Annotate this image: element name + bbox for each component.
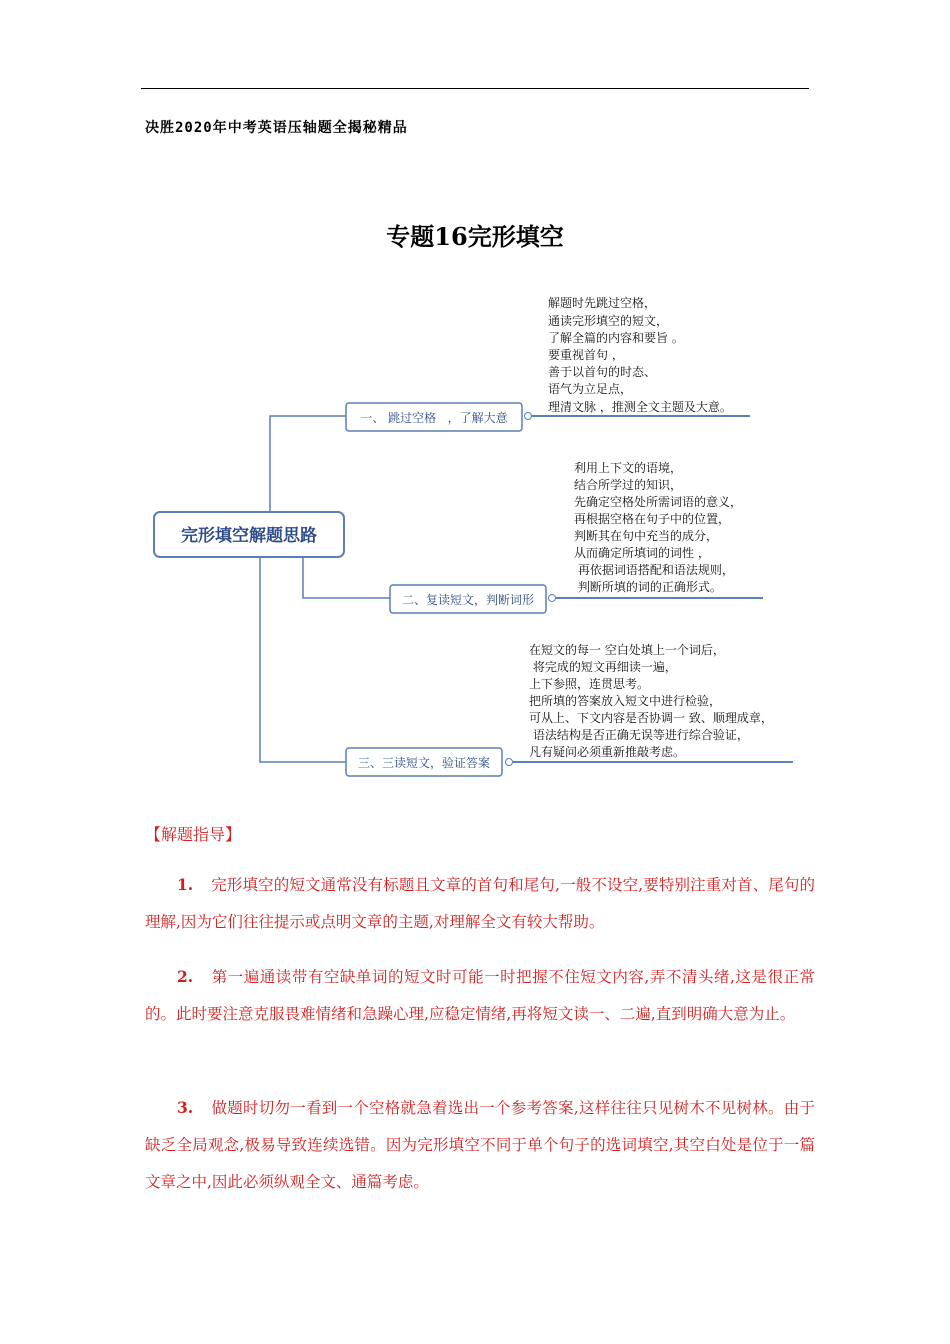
note-line: 判断所填的词的正确形式。: [574, 580, 722, 594]
note-line: 再依据词语搭配和语法规则，: [574, 563, 734, 577]
note-line: 通读完形填空的短文，: [548, 314, 669, 328]
branch-1-connector: [525, 413, 532, 420]
note-line: 判断其在句中充当的成分，: [574, 529, 719, 543]
note-line: 将完成的短文再细读一遍，: [529, 660, 677, 674]
note-line: 先确定空格处所需词语的意义，: [574, 495, 743, 509]
document-title: 专题16完形填空: [386, 222, 564, 251]
branch-1-label: 一、 跳过空格 ，了解大意: [360, 411, 508, 425]
guide-item-2: [145, 958, 815, 1033]
branch-1-notes: [548, 295, 732, 414]
guide-title: 【解题指导】: [145, 825, 242, 844]
branch-2-notes: [574, 460, 742, 594]
note-line: 结合所学过的知识，: [574, 478, 683, 492]
header-title: 决胜2020年中考英语压轴题全揭秘精品: [145, 120, 408, 136]
note-line: 语法结构是否正确无误等进行综合验证，: [529, 728, 749, 742]
branch-3-connector: [506, 759, 513, 766]
note-line: 要重视首句 ，: [548, 348, 624, 362]
mind-map: [0, 280, 950, 790]
note-line: 凡有疑问必须重新推敲考虑。: [529, 745, 686, 759]
note-line: 把所填的答案放入短文中进行检验，: [529, 694, 722, 708]
note-line: 可从上、下文内容是否协调一 致、顺理成章，: [529, 711, 773, 725]
note-line: 从而确定所填词的词性 ，: [574, 546, 710, 560]
guide-item-1: [145, 866, 815, 941]
branch-3-notes: [529, 642, 773, 759]
guide-item-text: 第一遍通读带有空缺单词的短文时可能一时把握不住短文内容,弄不清头绪,这是很正常的。此时要注意克服畏难情绪和急躁心理,应稳定情绪,再将短文读一、二遍,直到明确大意为止。: [145, 968, 815, 1023]
branch-3-label: 三、三读短文，验证答案: [357, 756, 491, 770]
guide-item-3: [145, 1089, 815, 1201]
guide-item-number: 1.: [177, 875, 194, 894]
note-line: 在短文的每一 空白处填上一个词后，: [529, 643, 725, 657]
mind-map-connectors: [260, 416, 390, 762]
note-line: 理清文脉 ，推测全文主题及大意。: [548, 400, 732, 414]
note-line: 解题时先跳过空格，: [548, 296, 657, 310]
branch-2-label: 二、复读短文，判断词形: [401, 593, 535, 607]
guide-item-text: 做题时切勿一看到一个空格就急着选出一个参考答案,这样往往只见树木不见树林。由于缺乏全局观念,极易导致连续选错。因为完形填空不同于单个句子的选词填空,其空白处是位于一篇文章之中,因此必须纵观全文、通篇考虑。: [145, 1099, 815, 1191]
note-line: 语气为立足点，: [548, 382, 633, 396]
guide-item-number: 3.: [177, 1098, 194, 1117]
note-line: 了解全篇的内容和要旨 。: [548, 331, 684, 345]
header-rule: [141, 88, 809, 89]
note-line: 上下参照，连贯思考。: [529, 677, 650, 691]
guide-item-text: 完形填空的短文通常没有标题且文章的首句和尾句,一般不设空,要特别注重对首、尾句的理解,因为它们往往提示或点明文章的主题,对理解全文有较大帮助。: [145, 876, 815, 931]
note-line: 利用上下文的语境，: [574, 461, 683, 475]
note-line: 再根据空格在句子中的位置，: [574, 512, 731, 526]
guide-item-number: 2.: [177, 967, 194, 986]
mind-map-root: 完形填空解题思路: [181, 526, 317, 546]
note-line: 善于以首句的时态、: [548, 365, 657, 379]
branch-2-connector: [549, 595, 556, 602]
